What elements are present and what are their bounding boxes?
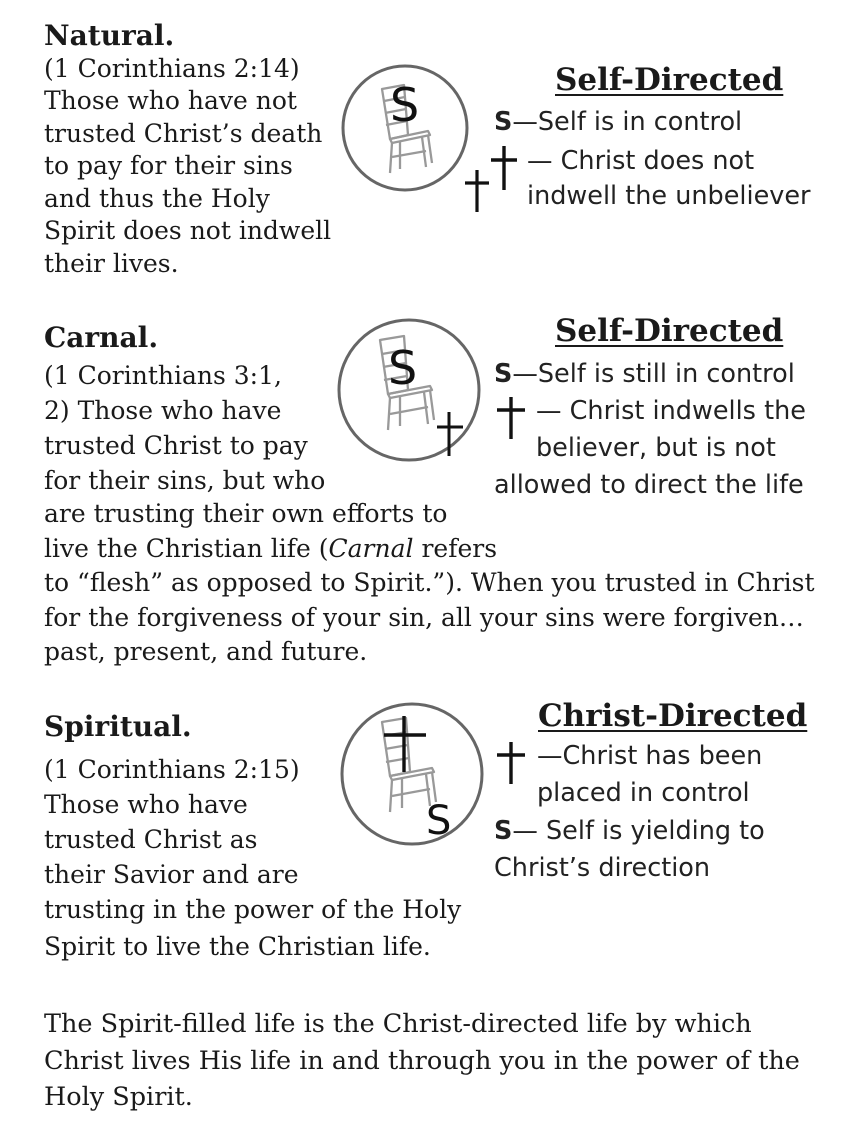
self-legend-text: — Self is yielding to [512, 816, 765, 846]
carnal-text-line: (1 Corinthians 3:1, [44, 361, 282, 390]
closing-text-line: The Spirit-filled life is the Christ-directed life by which [44, 1009, 752, 1039]
carnal-legend [494, 356, 795, 393]
spiritual-wide-text [44, 892, 461, 965]
carnal-description-lines [44, 358, 344, 498]
natural-legend [494, 104, 742, 141]
carnal-text-line: 2) Those who have [44, 396, 282, 425]
spiritual-circle-diagram [340, 698, 490, 850]
natural-text-line: trusted Christ’s death [44, 118, 323, 148]
closing-text-line: Christ lives His life in and through you in the power of the [44, 1045, 800, 1076]
carnal-text-line: to “flesh” as opposed to Spirit.”). When you trusted in Christ [44, 568, 815, 597]
cross-icon [384, 716, 426, 772]
natural-text-line: Spirit does not indwell [44, 216, 332, 245]
cross-icon [486, 144, 522, 192]
natural-description [44, 20, 344, 280]
christ-legend-text: placed in control [537, 778, 750, 808]
self-key: S [494, 359, 513, 389]
natural-christ-legend [527, 143, 811, 215]
self-legend-text: —Self is still in control [512, 359, 795, 389]
carnal-wide-text [44, 497, 815, 670]
natural-text-line: Those who have not [44, 86, 297, 115]
closing-text-line: Holy Spirit. [44, 1082, 193, 1112]
spiritual-text-line: trusted Christ as [44, 825, 258, 854]
spiritual-christ-legend [537, 738, 762, 812]
carnal-text-line: trusted Christ to pay [44, 431, 308, 460]
natural-circle-diagram [340, 63, 470, 193]
christ-legend-text: — Christ does not [527, 146, 755, 176]
cross-icon [493, 740, 529, 786]
carnal-text-line: for the forgiveness of your sin, all your sins were forgiven… [44, 602, 804, 632]
natural-heading: Self-Directed [555, 62, 784, 98]
christ-legend-text: believer, but is not [536, 433, 776, 463]
spiritual-self-legend [494, 813, 765, 887]
spiritual-description-lines [44, 752, 344, 892]
carnal-text-line: are trusting their own efforts to [44, 499, 448, 528]
carnal-term: Carnal [328, 533, 414, 563]
self-letter: S [388, 341, 418, 395]
self-legend-text: —Self is in control [512, 107, 743, 137]
spiritual-heading: Christ-Directed [538, 698, 808, 734]
carnal-circle-diagram [336, 316, 486, 466]
carnal-christ-legend [494, 393, 806, 504]
self-key: S [494, 107, 513, 137]
spiritual-text-line: trusting in the power of the Holy [44, 895, 462, 924]
circle-outline [342, 704, 482, 844]
spiritual-description [44, 711, 344, 744]
christ-legend-text: allowed to direct the life [494, 470, 804, 500]
spiritual-text-line: Spirit to live the Christian life. [44, 931, 431, 961]
christ-legend-text: — Christ indwells the [536, 396, 806, 426]
carnal-description [44, 322, 344, 355]
natural-text-line: to pay for their sins [44, 151, 293, 180]
closing-paragraph [44, 1006, 800, 1116]
natural-text-line: (1 Corinthians 2:14) [44, 53, 300, 83]
self-letter: S [390, 78, 420, 132]
spiritual-title: Spiritual. [44, 710, 192, 743]
spiritual-text-line: Those who have [44, 790, 248, 819]
self-letter: S [426, 798, 452, 844]
carnal-text-line: past, present, and future. [44, 637, 368, 666]
carnal-text-line: for their sins, but who [44, 466, 326, 495]
natural-text-line: their lives. [44, 248, 179, 278]
carnal-heading: Self-Directed [555, 313, 784, 349]
carnal-title: Carnal. [44, 321, 159, 354]
self-legend-text: Christ’s direction [494, 853, 711, 883]
natural-text-line: and thus the Holy [44, 183, 270, 213]
christ-legend-text: —Christ has been [537, 741, 763, 771]
self-key: S [494, 816, 513, 846]
spiritual-text-line: their Savior and are [44, 860, 299, 889]
christ-legend-text: indwell the unbeliever [527, 181, 811, 211]
carnal-text-line: live the Christian life (Carnal refers [44, 533, 498, 563]
cross-icon [437, 412, 463, 456]
natural-title: Natural. [44, 19, 175, 52]
spiritual-text-line: (1 Corinthians 2:15) [44, 755, 300, 784]
